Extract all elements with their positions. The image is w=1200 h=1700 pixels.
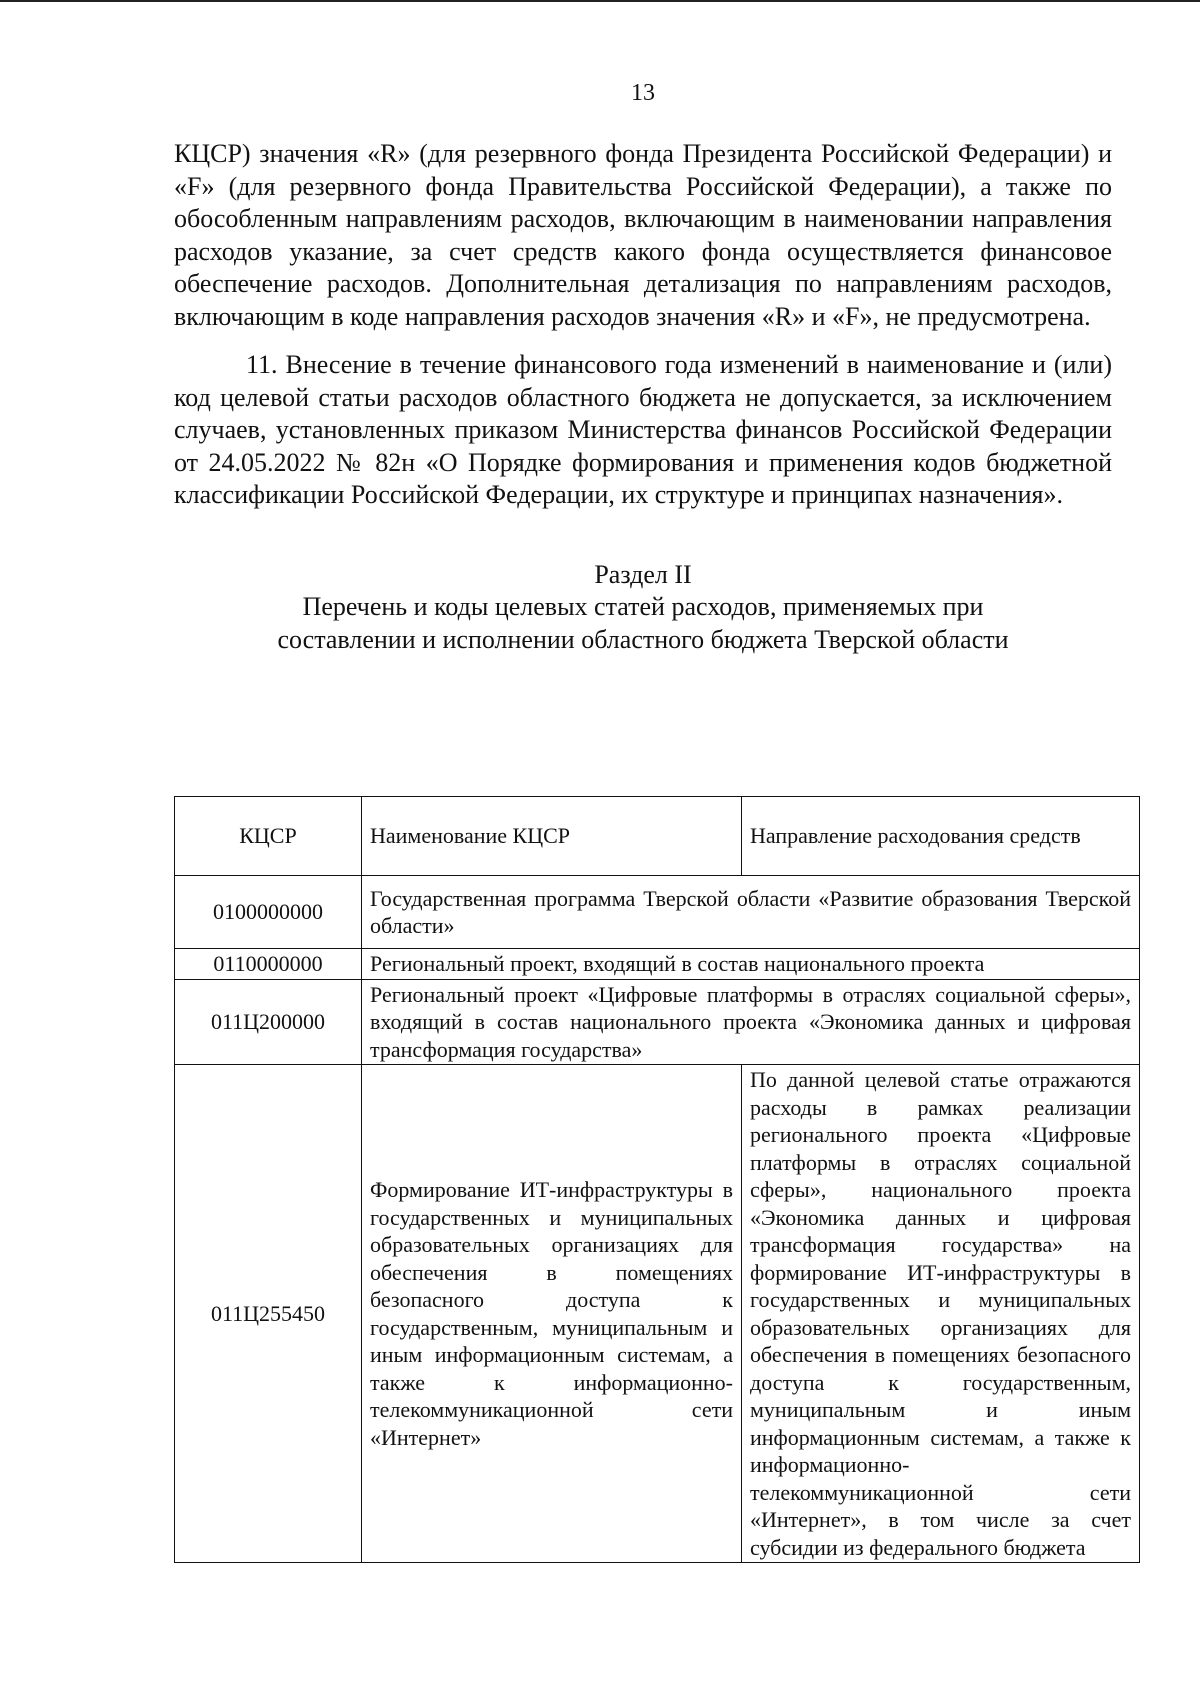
page-number: 13 bbox=[631, 80, 655, 106]
row-code: 0100000000 bbox=[175, 876, 362, 949]
document-body bbox=[174, 138, 1112, 656]
row-code: 011Ц200000 bbox=[175, 979, 362, 1065]
header-direction: Направление расходования средств bbox=[742, 797, 1140, 876]
table-row bbox=[175, 876, 1140, 949]
row-name: Региональный проект «Цифровые платформы в отраслях социальной сферы», входящий в состав национального проекта «Экономика данных и цифровая трансформация государства» bbox=[362, 979, 1140, 1065]
row-name: Формирование ИТ-инфраструктуры в государственных и муниципальных образовательных организациях для обеспечения в помещениях безопасного доступа к государственным, муниципальным и иным информационным системам, а также к информационно-телекоммуникационной сети «Интернет» bbox=[362, 1065, 742, 1563]
intro-paragraph-11: 11. Внесение в течение финансового года изменений в наименование и (или) код целевой статьи расходов областного бюджета не допускается, за исключением случаев, установленных приказом Министерства финансов Российской Федерации от 24.05.2022 № 82н «О Порядке формирования и применения кодов бюджетной классификации Российской Федерации, их структуре и принципах назначения». bbox=[174, 350, 1112, 509]
row-code: 0110000000 bbox=[175, 949, 362, 980]
scan-top-border bbox=[0, 0, 1200, 2]
intro-paragraph-continuation: КЦСР) значения «R» (для резервного фонда Президента Российской Федерации) и «F» (для резервного фонда Правительства Российской Федерации), а также по обособленным направлениям расходов, включающим в наименовании направления расходов указание, за счет средств какого фонда осуществляется финансовое обеспечение расходов. Дополнительная детализация по направлениям расходов, включающим в коде направления расходов значения «R» и «F», не предусмотрена. bbox=[174, 139, 1112, 331]
table-header-row bbox=[175, 797, 1140, 876]
table-row bbox=[175, 979, 1140, 1065]
header-code: КЦСР bbox=[175, 797, 362, 876]
table-row bbox=[175, 1065, 1140, 1563]
section-heading bbox=[174, 559, 1112, 657]
table-row bbox=[175, 949, 1140, 980]
section-title: Перечень и коды целевых статей расходов, применяемых при составлении и исполнении областного бюджета Тверской области bbox=[277, 592, 1009, 654]
row-direction: По данной целевой статье отражаются расходы в рамках реализации регионального проекта «Цифровые платформы в отраслях социальной сферы», национального проекта «Экономика данных и цифровая трансформация государства» на формирование ИТ-инфраструктуры в государственных и муниципальных образовательных организациях для обеспечения в помещениях безопасного доступа к государственным, муниципальным и иным информационным системам, а также к информационно-телекоммуникационной сети «Интернет», в том числе за счет субсидии из федерального бюджета bbox=[742, 1065, 1140, 1563]
target-articles-table bbox=[174, 796, 1140, 1563]
row-code: 011Ц255450 bbox=[175, 1065, 362, 1563]
row-name: Государственная программа Тверской области «Развитие образования Тверской области» bbox=[362, 876, 1140, 949]
section-label: Раздел II bbox=[594, 559, 692, 589]
header-name: Наименование КЦСР bbox=[362, 797, 742, 876]
row-name: Региональный проект, входящий в состав национального проекта bbox=[362, 949, 1140, 980]
